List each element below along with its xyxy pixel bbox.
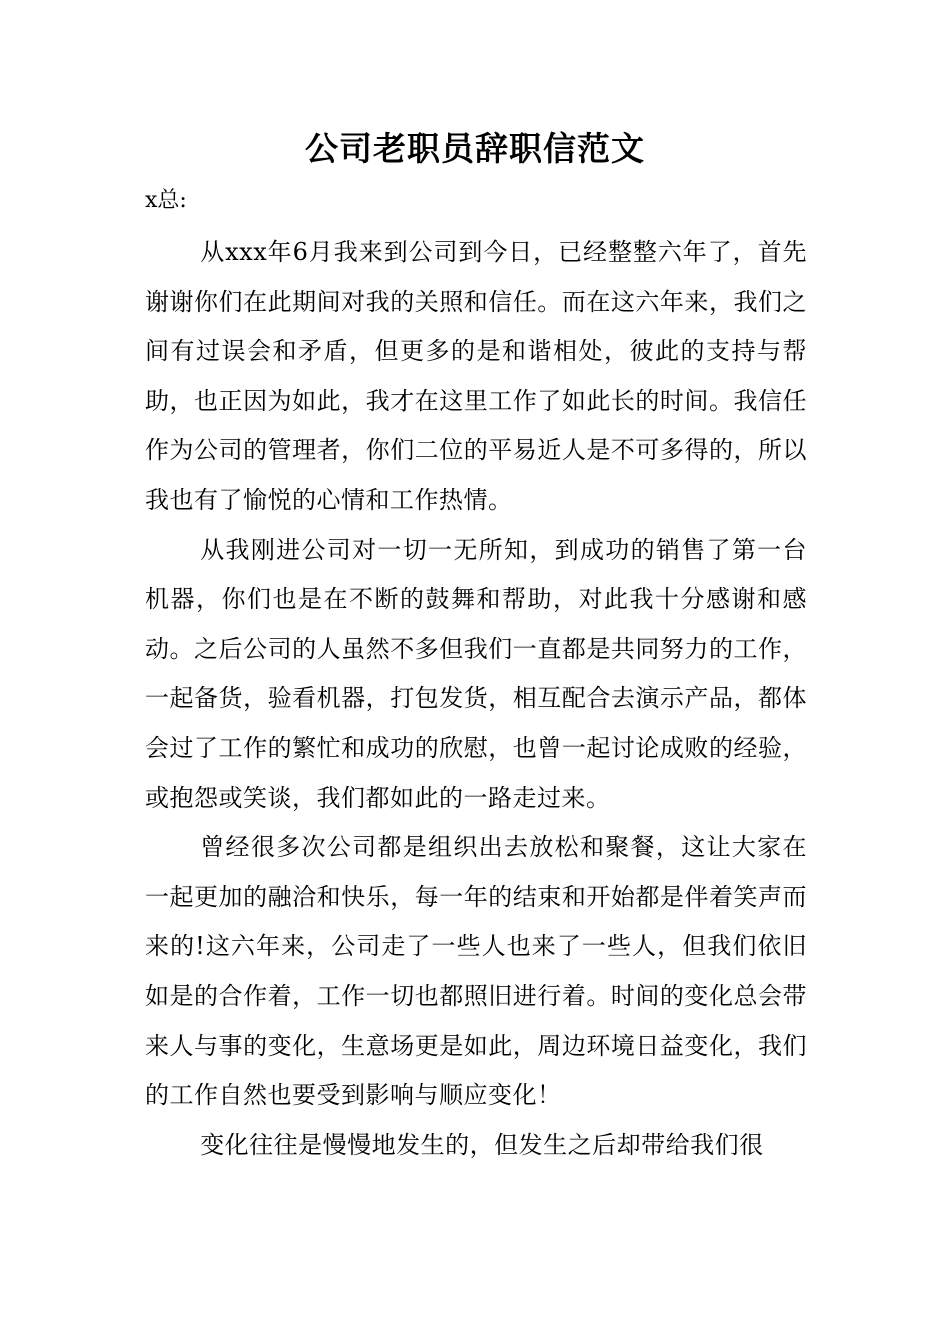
document-title: 公司老职员辞职信范文 (305, 129, 645, 168)
paragraph-1: 从xxx年6月我来到公司到今日，已经整整六年了，首先谢谢你们在此期间对我的关照和信任。而在这六年来，我们之间有过误会和矛盾，但更多的是和谐相处，彼此的支持与帮助，也正因为如此，我才在这里工作了如此长的时间。我信任作为公司的管理者，你们二位的平易近人是不可多得的，所以我也有了愉悦的心情和工作热情。 (145, 238, 807, 514)
paragraph-3: 曾经很多次公司都是组织出去放松和聚餐，这让大家在一起更加的融洽和快乐，每一年的结束和开始都是伴着笑声而来的!这六年来，公司走了一些人也来了一些人，但我们依旧如是的合作着，工作一切也都照旧进行着。时间的变化总会带来人与事的变化，生意场更是如此，周边环境日益变化，我们的工作自然也要受到影响与顺应变化！ (145, 833, 807, 1110)
paragraph-2: 从我刚进公司对一切一无所知，到成功的销售了第一台机器，你们也是在不断的鼓舞和帮助，对此我十分感谢和感动。之后公司的人虽然不多但我们一直都是共同努力的工作，一起备货，验看机器，打包发货，相互配合去演示产品，都体会过了工作的繁忙和成功的欣慰，也曾一起讨论成败的经验，或抱怨或笑谈，我们都如此的一路走过来。 (145, 535, 807, 812)
paragraph-4: 变化往往是慢慢地发生的，但发生之后却带给我们很 (200, 1130, 764, 1159)
salutation: x总: (145, 188, 187, 213)
letter-body (145, 228, 807, 1170)
